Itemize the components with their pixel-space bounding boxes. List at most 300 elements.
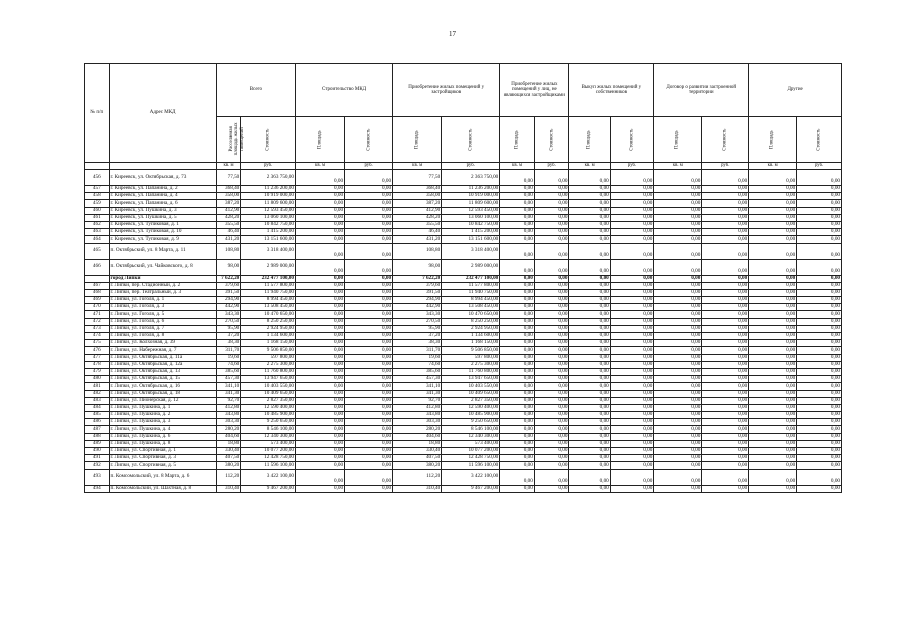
cell-address: г. Киреевск, ул. Октябрьская, д. 73 [109,170,216,186]
cell-area: 0,00 [295,236,344,243]
table-row [85,311,842,318]
cell-area: 0,00 [654,376,702,383]
units-blank [109,163,216,170]
cell-cost: 0,00 [797,297,842,304]
cell-number: 459 [85,200,110,207]
cell-area: 0,00 [500,404,535,411]
cell-cost: 10 409 650,00 [241,390,296,397]
header-sub-cost: Стоимость [610,117,654,163]
cell-area: 0,00 [749,455,797,462]
cell-cost: 10 919 000,00 [442,193,500,200]
cell-cost: 0,00 [534,440,569,447]
cell-area: 0,00 [569,325,610,332]
cell-cost: 9 250 650,00 [442,419,500,426]
unit-area: кв. м [569,163,610,170]
cell-address: г. Липки, ул. Спортивная, д. 3 [109,455,216,462]
units-row [85,163,842,170]
cell-cost: 0,00 [797,361,842,368]
cell-cost: 0,00 [345,297,393,304]
cell-area: 0,00 [654,221,702,228]
cell-area: 0,00 [654,485,702,492]
cell-area: 0,00 [569,297,610,304]
cell-area: 404,60 [393,433,442,440]
cell-area: 0,00 [500,333,535,340]
cell-cost: 11 940 750,00 [442,289,500,296]
cell-cost: 0,00 [610,485,654,492]
cell-cost: 0,00 [702,376,749,383]
cell-cost: 0,00 [702,368,749,375]
cell-cost: 0,00 [345,311,393,318]
cell-cost: 1 134 600,00 [442,333,500,340]
cell-cost: 13 060 100,00 [442,214,500,221]
cell-cost: 0,00 [534,214,569,221]
cell-cost: 8 250 250,00 [241,318,296,325]
cell-area: 0,00 [749,412,797,419]
cell-address: г. Липки, ул. Гоголя, д. 8 [109,333,216,340]
cell-cost: 0,00 [702,361,749,368]
table-row-city-subtotal [85,275,842,282]
cell-cost: 0,00 [610,383,654,390]
cell-area: 0,00 [749,333,797,340]
cell-area: 391,50 [393,289,442,296]
cell-address: г. Липки, ул. Октябрьская, д. 15 [109,376,216,383]
cell-area: 343,80 [216,412,241,419]
cell-cost: 597 800,00 [241,354,296,361]
cell-cost: 0,00 [702,311,749,318]
cell-cost: 0,00 [610,289,654,296]
cell-area: 0,00 [295,229,344,236]
cell-cost: 0,00 [797,259,842,275]
table-row [85,390,842,397]
cell-area: 0,00 [295,311,344,318]
cell-address: г. Киреевск, ул. Пушкина, д. 5 [109,214,216,221]
cell-area: 0,00 [569,448,610,455]
table-row [85,214,842,221]
cell-area: 92,70 [216,397,241,404]
cell-cost: 0,00 [534,282,569,289]
cell-area: 0,00 [500,170,535,186]
cell-area: 0,00 [569,404,610,411]
header-group-other: Другие [749,64,842,117]
cell-area: 343,30 [393,311,442,318]
cell-cost: 0,00 [534,404,569,411]
cell-cost: 2 989 000,00 [442,259,500,275]
cell-area: 0,00 [500,354,535,361]
cell-cost: 11 809 600,00 [241,200,296,207]
cell-area: 0,00 [500,186,535,193]
cell-area: 0,00 [569,426,610,433]
cell-area: 37,20 [393,333,442,340]
cell-area: 0,00 [295,193,344,200]
cell-area: 0,00 [569,419,610,426]
cell-cost: 0,00 [610,311,654,318]
cell-area: 0,00 [295,376,344,383]
cell-cost: 0,00 [345,433,393,440]
cell-area: 0,00 [569,440,610,447]
cell-cost: 0,00 [345,214,393,221]
cell-number: 494 [85,485,110,492]
cell-cost: 0,00 [534,368,569,375]
cell-cost: 0,00 [797,170,842,186]
header-sub-area: Площадь [749,117,797,163]
cell-address: г. Липки, ул. Колхозная, д. 39 [109,340,216,347]
cell-cost: 0,00 [797,304,842,311]
cell-cost: 0,00 [345,236,393,243]
cell-area: 0,00 [569,221,610,228]
cell-cost: 9 467 200,00 [442,485,500,492]
cell-number: 489 [85,440,110,447]
cell-number: 485 [85,412,110,419]
cell-area: 0,00 [569,462,610,469]
cell-area: 112,20 [393,469,442,485]
cell-area: 0,00 [654,311,702,318]
cell-cost: 0,00 [797,275,842,282]
cell-number: 484 [85,404,110,411]
cell-cost: 0,00 [534,304,569,311]
table-row [85,340,842,347]
cell-area: 95,90 [393,325,442,332]
cell-area: 0,00 [295,448,344,455]
cell-number: 470 [85,304,110,311]
cell-cost: 0,00 [534,455,569,462]
table-row [85,354,842,361]
cell-cost: 0,00 [534,340,569,347]
cell-cost: 8 250 250,00 [442,318,500,325]
cell-cost: 0,00 [610,275,654,282]
cell-area: 0,00 [569,229,610,236]
cell-area: 385,60 [216,368,241,375]
cell-number: 464 [85,236,110,243]
cell-area: 0,00 [749,368,797,375]
cell-cost: 0,00 [534,390,569,397]
cell-cost: 0,00 [345,485,393,492]
cell-area: 0,00 [749,383,797,390]
cell-area: 0,00 [654,193,702,200]
cell-cost: 0,00 [797,455,842,462]
cell-cost: 0,00 [702,440,749,447]
cell-cost: 10 077 200,00 [442,448,500,455]
cell-address: г. Липки, ул. Пушкина, д. 2 [109,412,216,419]
cell-cost: 1 134 600,00 [241,333,296,340]
cell-area: 0,00 [749,426,797,433]
header-sub-cost: Стоимость [534,117,569,163]
cell-area: 341,10 [216,383,241,390]
cell-cost: 3 422 100,00 [442,469,500,485]
cell-area: 0,00 [500,440,535,447]
cell-cost: 0,00 [702,297,749,304]
cell-area: 355,50 [216,221,241,228]
cell-area: 0,00 [749,193,797,200]
cell-area: 341,30 [393,390,442,397]
cell-cost: 0,00 [534,419,569,426]
cell-address: г. Киреевск, ул. Папанина, д. 6 [109,200,216,207]
table-row [85,455,842,462]
cell-cost: 0,00 [345,469,393,485]
cell-number: 490 [85,448,110,455]
cell-cost: 12 428 750,00 [241,455,296,462]
cell-area: 457,30 [216,376,241,383]
cell-area: 0,00 [654,448,702,455]
cell-area: 0,00 [295,282,344,289]
cell-area: 0,00 [500,193,535,200]
cell-cost: 13 151 600,00 [241,236,296,243]
cell-cost: 0,00 [702,318,749,325]
cell-cost: 0,00 [797,390,842,397]
cell-cost: 0,00 [797,229,842,236]
cell-cost: 0,00 [345,170,393,186]
cell-area: 0,00 [654,297,702,304]
cell-area: 0,00 [654,368,702,375]
cell-address: п. Октябрьский, ул. Чайковского, д. 8 [109,259,216,275]
cell-cost: 0,00 [534,311,569,318]
cell-cost: 2 924 950,00 [442,325,500,332]
cell-cost: 0,00 [797,214,842,221]
cell-area: 0,00 [569,376,610,383]
cell-area: 0,00 [569,455,610,462]
cell-cost: 0,00 [702,404,749,411]
table-row [85,333,842,340]
cell-cost: 0,00 [702,419,749,426]
cell-area: 428,20 [393,214,442,221]
header-sub-area: Площадь [569,117,610,163]
cell-cost: 13 508 450,00 [442,304,500,311]
cell-area: 0,00 [654,289,702,296]
table-row [85,440,842,447]
unit-area: кв. м [295,163,344,170]
unit-cost: руб. [442,163,500,170]
cell-cost: 0,00 [797,376,842,383]
cell-area: 358,00 [393,193,442,200]
cell-cost: 12 428 750,00 [442,455,500,462]
cell-address: г. Липки, ул. Пушкина, д. 4 [109,426,216,433]
cell-area: 412,80 [393,404,442,411]
cell-cost: 0,00 [610,433,654,440]
cell-area: 46,40 [216,229,241,236]
cell-area: 0,00 [654,186,702,193]
unit-cost: руб. [345,163,393,170]
cell-cost: 0,00 [797,318,842,325]
cell-cost: 0,00 [702,433,749,440]
cell-area: 0,00 [295,259,344,275]
cell-cost: 0,00 [702,275,749,282]
cell-cost: 0,00 [345,419,393,426]
cell-cost: 0,00 [345,383,393,390]
cell-area: 358,00 [216,193,241,200]
cell-cost: 0,00 [797,325,842,332]
cell-cost: 0,00 [797,419,842,426]
table-row [85,412,842,419]
cell-number: 469 [85,297,110,304]
cell-cost: 0,00 [534,243,569,259]
cell-area: 0,00 [500,236,535,243]
cell-address: г. Липки, ул. Гоголя, д. 7 [109,325,216,332]
cell-cost: 0,00 [702,347,749,354]
cell-cost: 10 403 550,00 [241,383,296,390]
cell-cost: 0,00 [702,325,749,332]
cell-area: 0,00 [500,289,535,296]
header-sub-area: Площадь [295,117,344,163]
cell-area: 0,00 [569,311,610,318]
cell-cost: 0,00 [702,259,749,275]
cell-area: 92,70 [393,397,442,404]
cell-area: 0,00 [749,440,797,447]
cell-address: г. Липки, ул. Пушкина, д. 8 [109,440,216,447]
cell-area: 7 622,20 [393,275,442,282]
cell-area: 0,00 [654,229,702,236]
cell-area: 0,00 [569,186,610,193]
cell-cost: 0,00 [610,236,654,243]
cell-area: 0,00 [295,275,344,282]
unit-area: кв. м [500,163,535,170]
cell-cost: 0,00 [610,221,654,228]
cell-cost: 0,00 [702,354,749,361]
cell-area: 0,00 [295,170,344,186]
cell-cost: 0,00 [534,485,569,492]
cell-address: г. Липки, ул. Октябрьская, д. 11а [109,354,216,361]
cell-area: 46,40 [393,229,442,236]
cell-area: 0,00 [569,354,610,361]
cell-cost: 0,00 [797,440,842,447]
cell-address: г. Липки, ул. Октябрьская, д. 12а [109,361,216,368]
cell-area: 0,00 [500,361,535,368]
cell-area: 0,00 [569,347,610,354]
cell-cost: 0,00 [702,243,749,259]
cell-area: 0,00 [749,259,797,275]
cell-area: 341,10 [393,383,442,390]
cell-area: 0,00 [569,275,610,282]
cell-cost: 11 760 800,00 [241,368,296,375]
cell-area: 0,00 [500,282,535,289]
cell-cost: 8 994 450,00 [442,297,500,304]
cell-area: 0,00 [749,361,797,368]
cell-cost: 0,00 [345,368,393,375]
cell-cost: 0,00 [610,426,654,433]
header-address: Адрес МКД [109,64,216,163]
header-group-developers: Приобретение жилых помещений у застройщиков [393,64,500,117]
table-row [85,243,842,259]
cell-cost: 10 919 000,00 [241,193,296,200]
cell-area: 18,80 [216,440,241,447]
cell-number: 458 [85,193,110,200]
table-row [85,221,842,228]
cell-area: 368,40 [393,186,442,193]
cell-area: 77,50 [216,170,241,186]
cell-cost: 0,00 [702,485,749,492]
header-sub-area-total: Расселяемая площадь жилых помещений [216,117,241,163]
cell-cost: 0,00 [797,433,842,440]
cell-number: 474 [85,333,110,340]
cell-cost: 0,00 [797,243,842,259]
table-row [85,347,842,354]
cell-address: г. Липки, ул. Спортивная, д. 1 [109,448,216,455]
cell-cost: 0,00 [534,297,569,304]
cell-area: 0,00 [500,297,535,304]
cell-address: г. Липки, ул. Гоголя, д. 3 [109,304,216,311]
cell-cost: 0,00 [534,433,569,440]
cell-cost: 0,00 [702,469,749,485]
header-group-total: Всего [216,64,295,117]
cell-area: 0,00 [295,368,344,375]
cell-area: 0,00 [654,412,702,419]
cell-area: 0,00 [295,289,344,296]
cell-cost: 2 827 350,00 [241,397,296,404]
cell-cost: 0,00 [610,325,654,332]
cell-number: 471 [85,311,110,318]
header-sub-area: Площадь [654,117,702,163]
unit-cost: руб. [534,163,569,170]
cell-cost: 0,00 [345,426,393,433]
cell-area: 0,00 [569,236,610,243]
cell-area: 0,00 [295,440,344,447]
cell-area: 0,00 [654,200,702,207]
cell-area: 294,90 [216,297,241,304]
header-sub-cost: Стоимость [797,117,842,163]
cell-cost: 0,00 [345,376,393,383]
unit-cost: руб. [702,163,749,170]
cell-area: 38,30 [216,340,241,347]
cell-cost: 0,00 [610,448,654,455]
cell-cost: 0,00 [345,193,393,200]
cell-area: 0,00 [654,282,702,289]
cell-area: 380,20 [216,462,241,469]
cell-cost: 0,00 [797,282,842,289]
table-row [85,469,842,485]
cell-address: п. Октябрьский, ул. 8 Марта, д. 11 [109,243,216,259]
cell-number: 480 [85,376,110,383]
cell-cost: 0,00 [345,340,393,347]
table-row [85,207,842,214]
cell-cost: 8 994 450,00 [241,297,296,304]
cell-area: 387,20 [216,200,241,207]
cell-cost: 0,00 [702,448,749,455]
table-row [85,485,842,492]
cell-area: 0,00 [295,200,344,207]
cell-area: 0,00 [654,170,702,186]
header-sub-area: Площадь [393,117,442,163]
cell-cost: 0,00 [610,304,654,311]
table-row [85,236,842,243]
cell-cost: 0,00 [534,200,569,207]
table-row [85,200,842,207]
cell-cost: 0,00 [797,193,842,200]
cell-area: 343,30 [216,311,241,318]
cell-area: 0,00 [749,397,797,404]
cell-area: 0,00 [569,282,610,289]
cell-area: 0,00 [749,404,797,411]
cell-cost: 0,00 [610,376,654,383]
cell-address: г. Липки, ул. Октябрьская, д. 16 [109,383,216,390]
cell-cost: 0,00 [534,383,569,390]
cell-cost: 2 363 750,00 [442,170,500,186]
cell-cost: 1 168 150,00 [241,340,296,347]
cell-area: 0,00 [295,419,344,426]
cell-area: 0,00 [654,275,702,282]
cell-number: 457 [85,186,110,193]
cell-cost: 0,00 [345,221,393,228]
cell-cost: 0,00 [610,404,654,411]
cell-area: 0,00 [654,404,702,411]
cell-cost: 2 827 350,00 [442,397,500,404]
cell-cost: 0,00 [345,412,393,419]
cell-cost: 0,00 [610,214,654,221]
cell-area: 0,00 [569,304,610,311]
cell-address: г. Киреевск, ул. Тупиковая, д. 10 [109,229,216,236]
cell-area: 311,70 [393,347,442,354]
cell-cost: 0,00 [797,448,842,455]
cell-area: 0,00 [500,368,535,375]
cell-area: 0,00 [500,390,535,397]
cell-area: 385,60 [393,368,442,375]
